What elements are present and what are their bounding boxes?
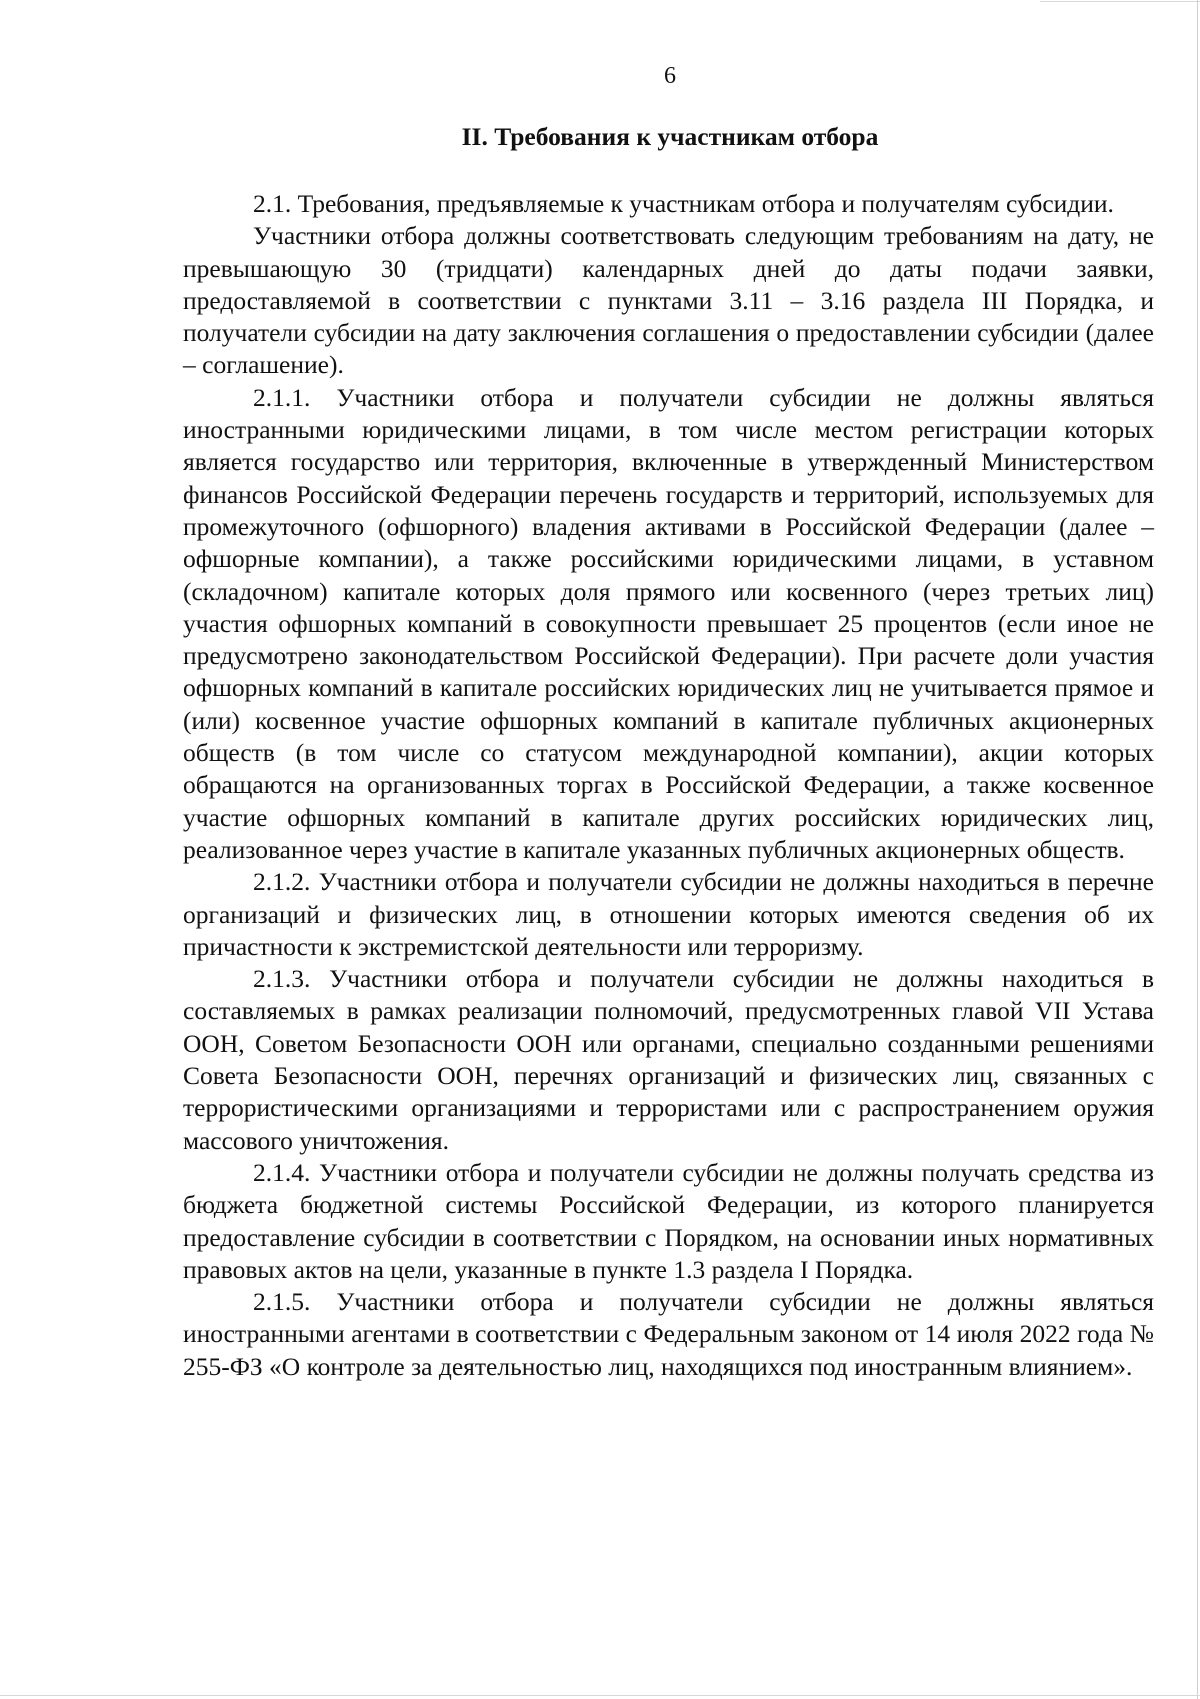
scan-edge-top xyxy=(1040,1,1200,2)
section-heading: II. Требования к участникам отбора xyxy=(461,122,879,151)
paragraph-2-1-4: 2.1.4. Участники отбора и получатели субсидии не должны получать средства из бюджета бюджетной системы Российской Федерации, из которого планируется предоставление субсидии в соответствии с Порядком, на основании иных нормативных правовых актов на цели, указанные в пункте 1.3 раздела I Порядка. xyxy=(183,1157,1154,1284)
scan-edge-right xyxy=(1197,0,1198,1699)
paragraph-2-1: 2.1. Требования, предъявляемые к участникам отбора и получателям субсидии. xyxy=(253,189,1114,218)
document-body xyxy=(183,188,1154,1383)
paragraph-2-1-2: 2.1.2. Участники отбора и получатели субсидии не должны находиться в перечне организаций и физических лиц, в отношении которых имеются сведения об их причастности к экстремистской деятельности или терроризму. xyxy=(183,867,1154,961)
paragraph-2-1-5: 2.1.5. Участники отбора и получатели субсидии не должны являться иностранными агентами в соответствии с Федеральным законом от 14 июля 2022 года № 255-ФЗ «О контроле за деятельностью лиц, находящихся под иностранным влиянием». xyxy=(183,1287,1154,1381)
page-number: 6 xyxy=(664,63,676,89)
paragraph-requirements-date: Участники отбора должны соответствовать следующим требованиям на дату, не превышающую 30 (тридцати) календарных дней до даты подачи заявки, предоставляемой в соответствии с пунктами 3.11 – 3.16 раздела III Порядка, и получатели субсидии на дату заключения соглашения о предоставлении субсидии (далее – соглашение). xyxy=(183,221,1154,380)
paragraph-2-1-3: 2.1.3. Участники отбора и получатели субсидии не должны находиться в составляемых в рамках реализации полномочий, предусмотренных главой VII Устава ООН, Советом Безопасности ООН или органами, специально созданными решениями Совета Безопасности ООН, перечнях организаций и физических лиц, связанных с террористическими организациями и террористами или с распространением оружия массового уничтожения. xyxy=(183,964,1154,1155)
paragraph-2-1-1: 2.1.1. Участники отбора и получатели субсидии не должны являться иностранными юридическими лицами, в том числе местом регистрации которых является государство или территория, включенные в утвержденный Министерством финансов Российской Федерации перечень государств и территорий, используемых для промежуточного (офшорного) владения активами в Российской Федерации (далее – офшорные компании), а также российскими юридическими лицами, в уставном (складочном) капитале которых доля прямого или косвенного (через третьих лиц) участия офшорных компаний в совокупности превышает 25 процентов (если иное не предусмотрено законодательством Российской Федерации). При расчете доли участия офшорных компаний в капитале российских юридических лиц не учитывается прямое и (или) косвенное участие офшорных компаний в капитале публичных акционерных обществ (в том числе со статусом международной компании), акции которых обращаются на организованных торгах в Российской Федерации, а также косвенное участие офшорных компаний в капитале других российских юридических лиц, реализованное через участие в капитале указанных публичных акционерных обществ. xyxy=(183,382,1154,864)
scan-edge-bottom xyxy=(0,1695,1200,1696)
